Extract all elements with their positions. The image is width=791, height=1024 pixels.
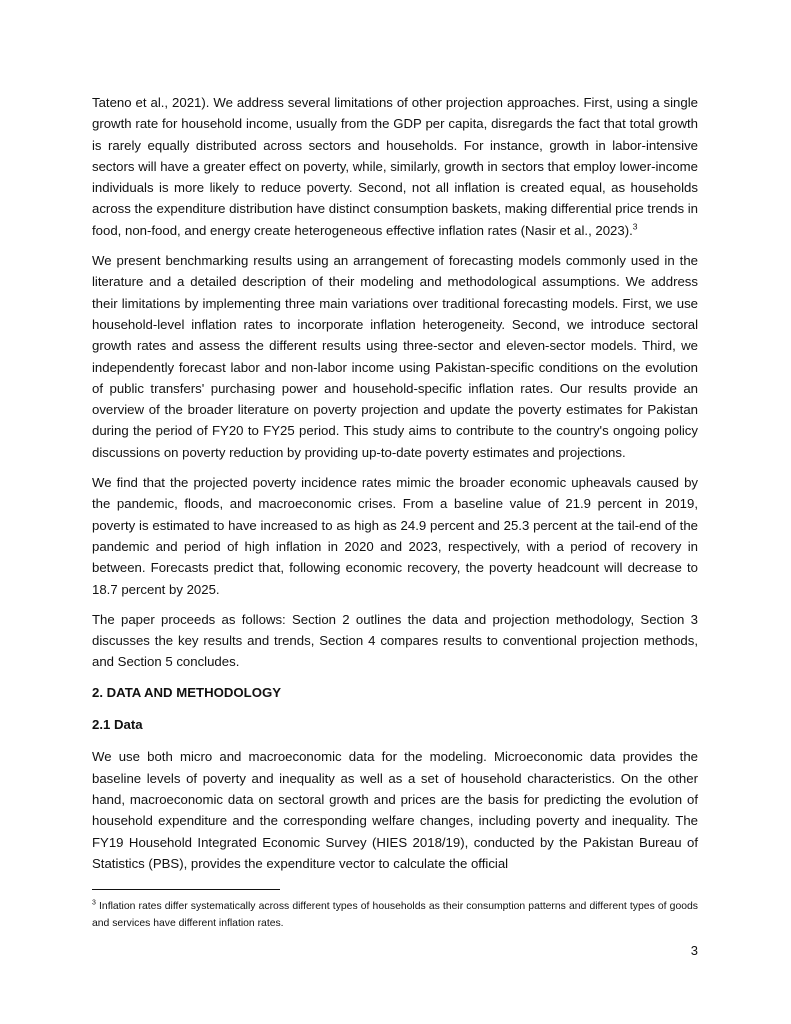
intro-paragraph-2: We present benchmarking results using an arrangement of forecasting models commonly used in the literature and a detailed description of their modeling and methodological assumptions. We address their limitations by implementing three main variations over traditional forecasting models. First, we use household-level inflation rates to incorporate inflation heterogeneity. Second, we introduce sectoral growth rates and assess the different results using three-sector and eleven-sector models. Third, we independently forecast labor and non-labor income using Pakistan-specific conditions on the evolution of public transfers' purchasing power and household-specific inflation rates. Our results provide an overview of the broader literature on poverty projection and update the poverty estimates for Pakistan during the period of FY20 to FY25 period. This study aims to contribute to the country's ongoing policy discussions on poverty reduction by providing up-to-date poverty estimates and projections. bbox=[92, 253, 698, 460]
footnote-separator bbox=[92, 889, 280, 890]
footnote-text: Inflation rates differ systematically across different types of households as their consumption patterns and different types of goods and services have different inflation rates. bbox=[92, 901, 698, 929]
subsection-heading: 2.1 Data bbox=[92, 717, 143, 733]
footnote-reference[interactable]: 3 bbox=[632, 221, 638, 232]
intro-paragraph-4: The paper proceeds as follows: Section 2 outlines the data and projection methodology, Section 3 discusses the key results and trends, Section 4 compares results to conventional projection methods, and Section 5 concludes. bbox=[92, 611, 698, 670]
page-number: 3 bbox=[690, 943, 698, 958]
footnote-marker: 3 bbox=[92, 899, 96, 907]
body-text bbox=[92, 92, 698, 883]
data-paragraph: We use both micro and macroeconomic data for the modeling. Microeconomic data provides the baseline levels of poverty and inequality as well as a set of household characteristics. On the other hand, macroeconomic data on sectoral growth and prices are the basis for predicting the evolution of household expenditure and the corresponding welfare changes, including poverty and inequality. The FY19 Household Integrated Economic Survey (HIES 2018/19), conducted by the Pakistan Bureau of Statistics (PBS), provides the expenditure vector to calculate the official bbox=[92, 749, 698, 871]
section-heading: 2. DATA AND METHODOLOGY bbox=[92, 684, 282, 700]
intro-paragraph-3: We find that the projected poverty incidence rates mimic the broader economic upheavals caused by the pandemic, floods, and macroeconomic crises. From a baseline value of 21.9 percent in 2019, poverty is estimated to have increased to as high as 24.9 percent and 25.3 percent at the tail-end of the pandemic and period of high inflation in 2020 and 2023, respectively, with a period of recovery in between. Forecasts predict that, following economic recovery, the poverty headcount will decrease to 18.7 percent by 2025. bbox=[92, 475, 698, 597]
intro-paragraph-1 bbox=[92, 92, 698, 241]
footnote bbox=[92, 898, 698, 932]
paragraph-text: Tateno et al., 2021). We address several limitations of other projection approaches. First, using a single growth rate for household income, usually from the GDP per capita, disregards the fact that total growth is rarely equally distributed across sectors and households. For instance, growth in labor-intensive sectors will have a greater effect on poverty, while, similarly, growth in sectors that employ lower-income individuals is more likely to reduce poverty. Second, not all inflation is created equal, as households across the expenditure distribution have distinct consumption baskets, making differential price trends in food, non-food, and energy create heterogeneous effective inflation rates (Nasir et al., 2023). bbox=[92, 95, 698, 238]
